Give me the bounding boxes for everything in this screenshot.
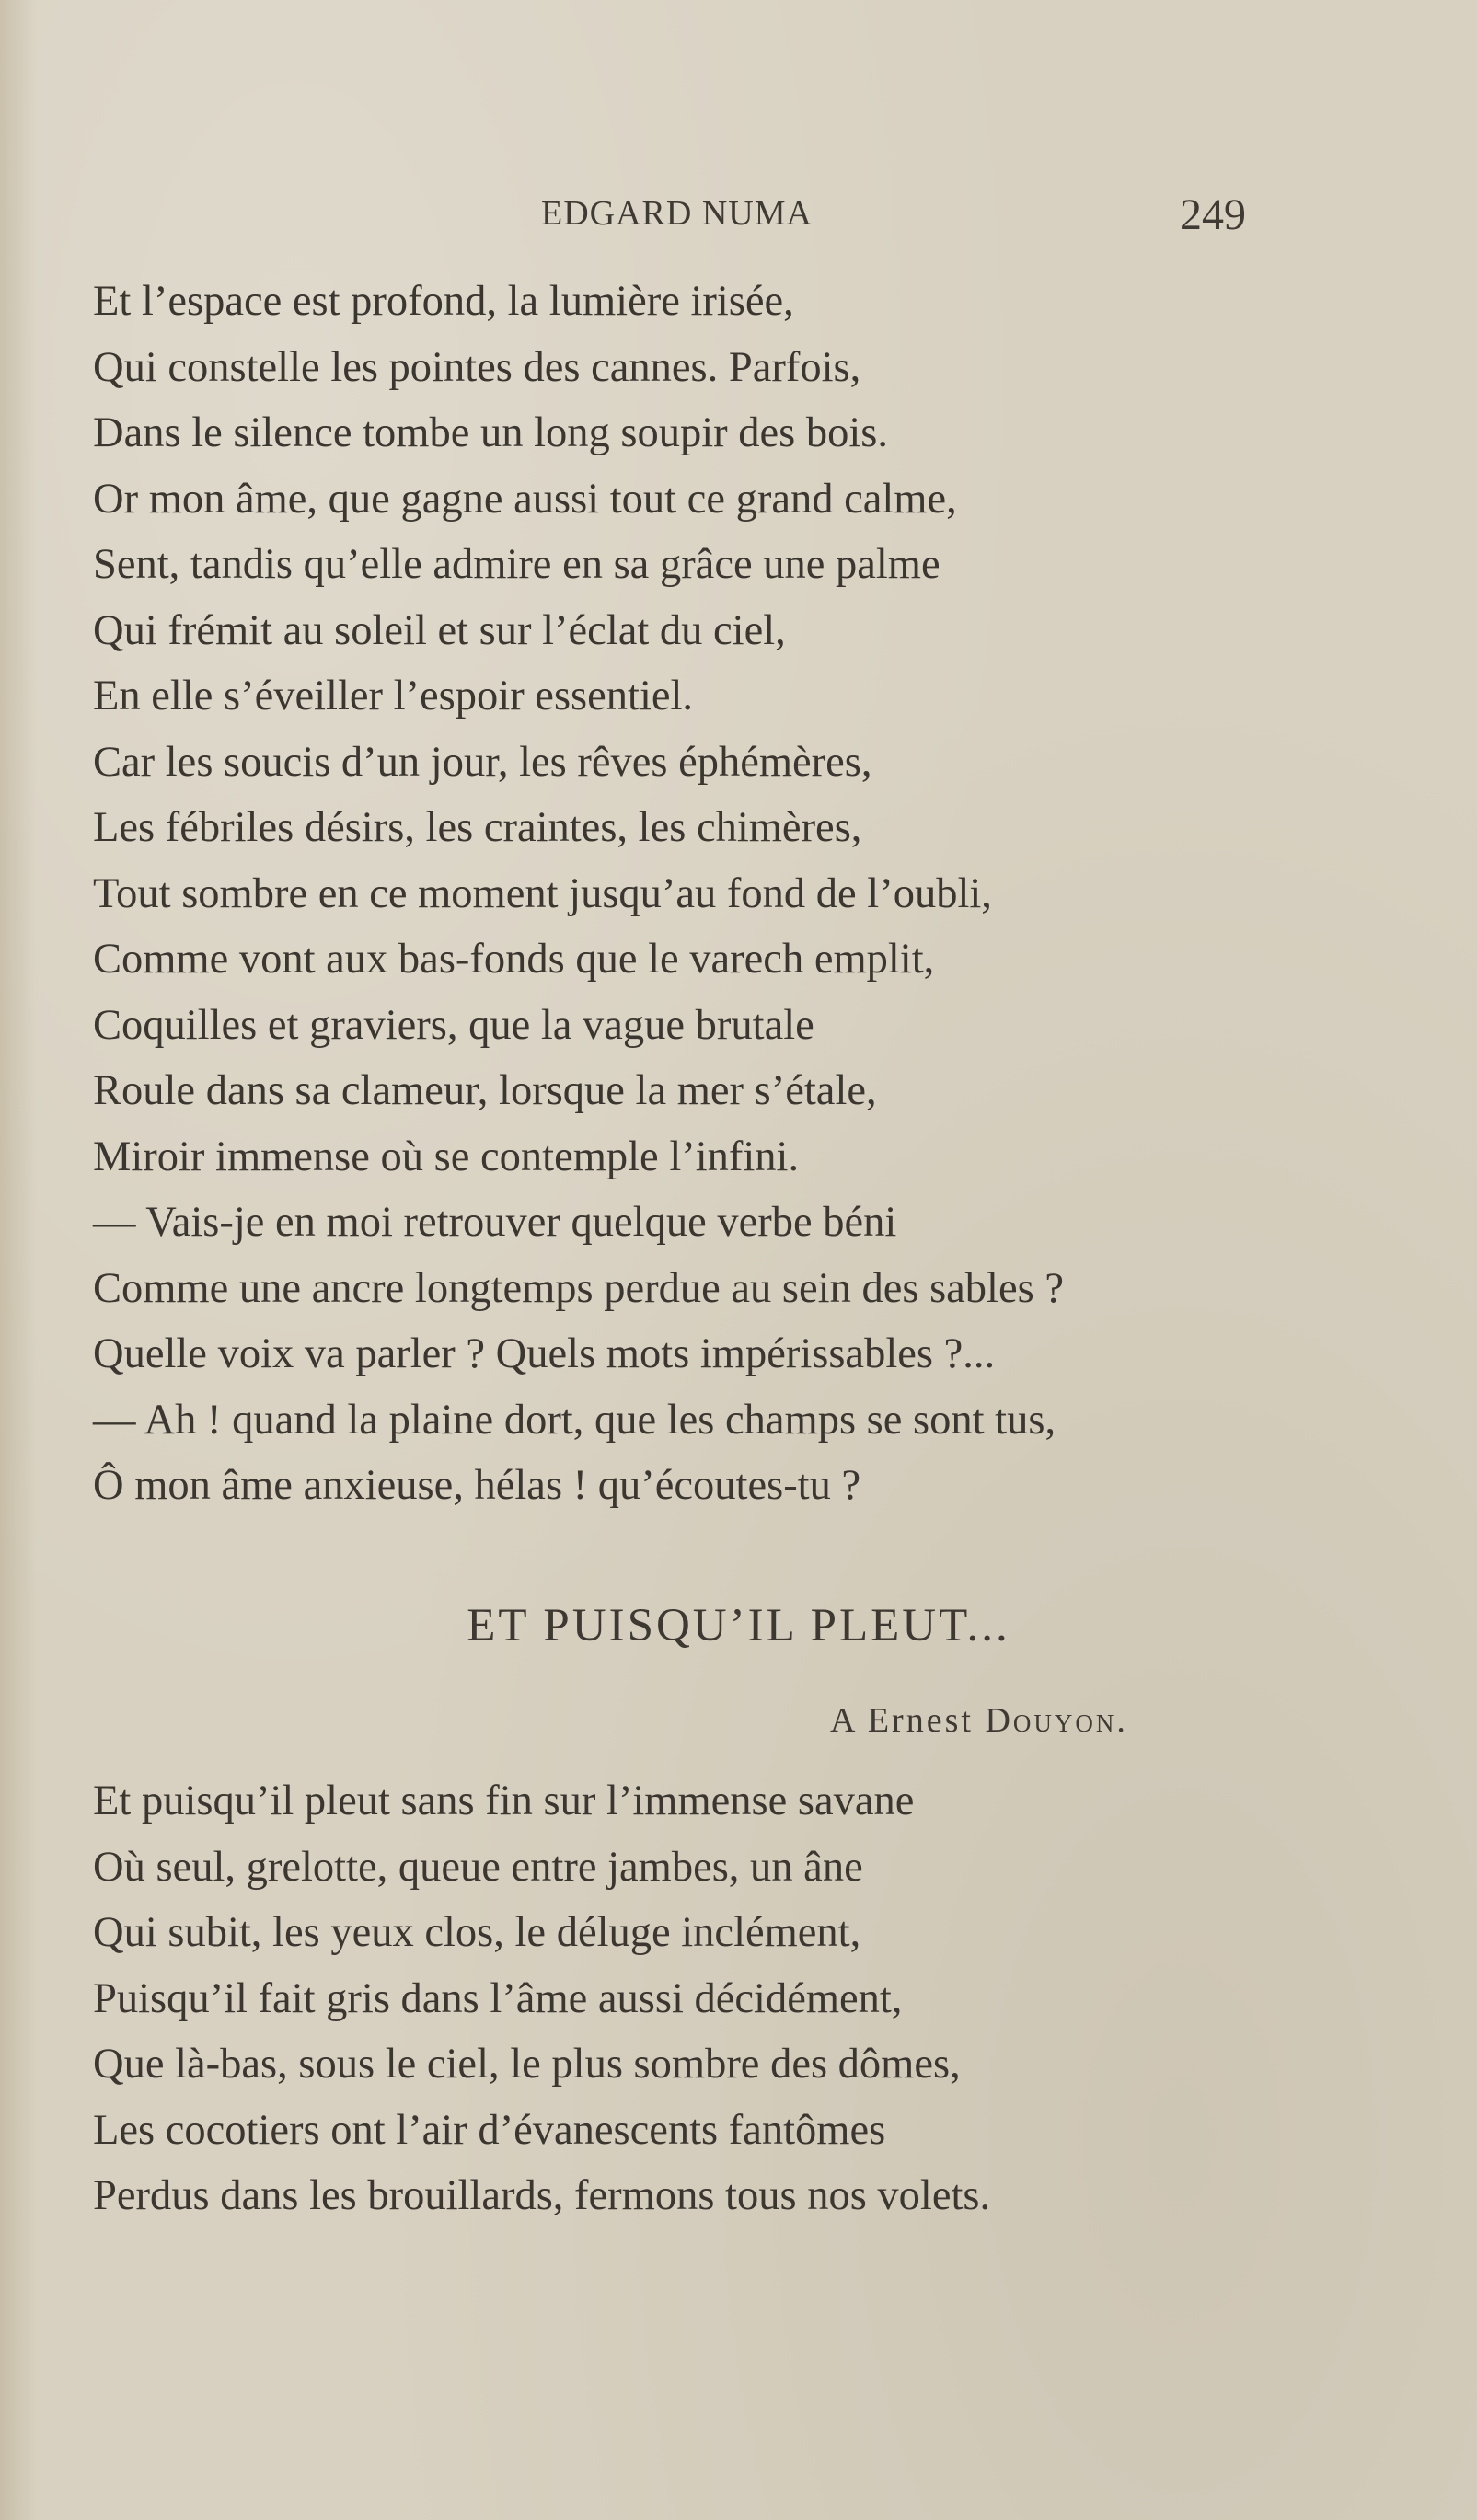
verse-line: Où seul, grelotte, queue entre jambes, un âne bbox=[93, 1843, 863, 1891]
verse-line: Et l’espace est profond, la lumière irisée, bbox=[93, 278, 794, 325]
poem-title: ET PUISQU’IL PLEUT... bbox=[467, 1600, 1010, 1651]
verse-line: Comme une ancre longtemps perdue au sein des sables ? bbox=[93, 1264, 1064, 1312]
verse-line: Comme vont aux bas-fonds que le varech emplit, bbox=[93, 936, 935, 983]
verse-line: Or mon âme, que gagne aussi tout ce grand calme, bbox=[93, 475, 957, 523]
dedication-prefix: A Ernest bbox=[830, 1701, 974, 1740]
verse-line: En elle s’éveiller l’espoir essentiel. bbox=[93, 673, 694, 719]
verse-line: Tout sombre en ce moment jusqu’au fond de l’oubli, bbox=[93, 869, 992, 917]
verse-line: — Vais-je en moi retrouver quelque verbe béni bbox=[93, 1199, 897, 1246]
verse-line: Dans le silence tombe un long soupir des bois. bbox=[93, 409, 888, 456]
verse-line: Coquilles et graviers, que la vague brutale bbox=[93, 1001, 814, 1049]
verse-line: Les cocotiers ont l’air d’évanescents fantômes bbox=[93, 2106, 886, 2154]
verse-line: Sent, tandis qu’elle admire en sa grâce une palme bbox=[93, 541, 940, 588]
running-header-title: EDGARD NUMA bbox=[541, 194, 813, 233]
verse-line: Miroir immense où se contemple l’infini. bbox=[93, 1133, 800, 1180]
verse-line: Quelle voix va parler ? Quels mots impérissables ?... bbox=[93, 1330, 996, 1377]
poem-continuation bbox=[93, 269, 1064, 1519]
verse-line: Perdus dans les brouillards, fermons tous nos volets. bbox=[93, 2172, 991, 2219]
dedication-name: Douyon. bbox=[985, 1701, 1128, 1740]
verse-line: Et puisqu’il pleut sans fin sur l’immense savane bbox=[93, 1778, 915, 1824]
verse-line: Qui frémit au soleil et sur l’éclat du ciel, bbox=[93, 606, 786, 654]
verse-line: Les fébriles désirs, les craintes, les chimères, bbox=[93, 804, 862, 851]
verse-line: Car les soucis d’un jour, les rêves éphémères, bbox=[93, 738, 872, 786]
verse-line: — Ah ! quand la plaine dort, que les champs se sont tus, bbox=[93, 1396, 1056, 1444]
verse-line: Que là-bas, sous le ciel, le plus sombre des dômes, bbox=[93, 2041, 961, 2088]
page-edge-shadow bbox=[0, 0, 37, 2520]
verse-line: Roule dans sa clameur, lorsque la mer s’étale, bbox=[93, 1067, 877, 1114]
page-number: 249 bbox=[1180, 190, 1246, 239]
verse-line: Ô mon âme anxieuse, hélas ! qu’écoutes-tu ? bbox=[93, 1462, 861, 1509]
verse-line: Puisqu’il fait gris dans l’âme aussi décidément, bbox=[93, 1974, 903, 2022]
verse-line: Qui constelle les pointes des cannes. Parfois, bbox=[93, 343, 861, 391]
poem-dedication bbox=[830, 1700, 1128, 1741]
poem-body bbox=[93, 1768, 990, 2229]
verse-line: Qui subit, les yeux clos, le déluge inclément, bbox=[93, 1909, 861, 1956]
